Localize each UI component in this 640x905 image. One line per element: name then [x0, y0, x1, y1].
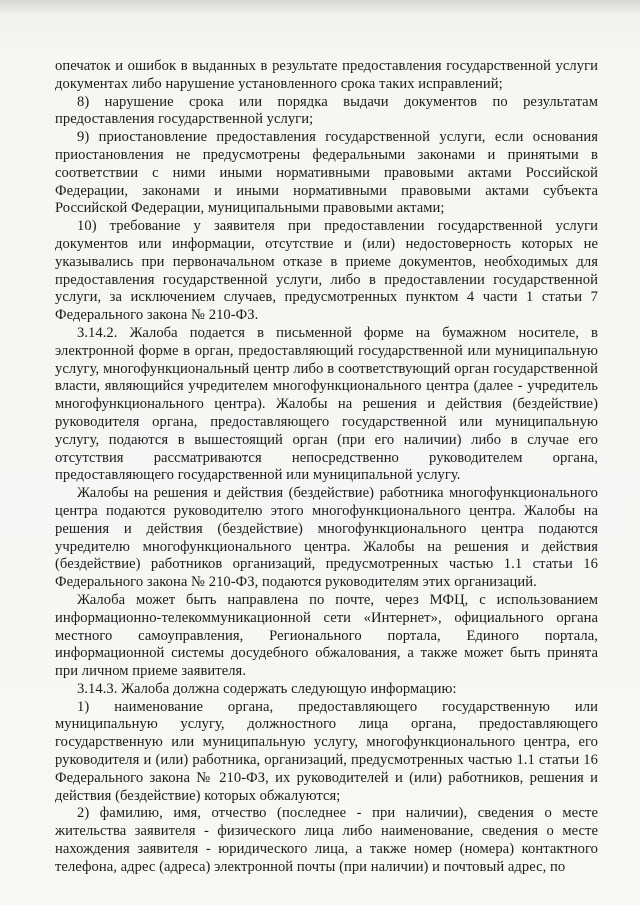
paragraph-item-9: 9) приостановление предоставления государственной услуги, если основания приостановления не предусмотрены федеральными законами и принятыми в соответствии с ними иными нормативными правовыми актами Российской Федерации, законами и иными нормативными правовыми актами субъекта Российской Федерации, муниципальными правовыми актами; [55, 129, 598, 217]
paragraph-errors: опечаток и ошибок в выданных в результате предоставления государственной услуги документах либо нарушение установленного срока таких исправлений; [55, 58, 598, 92]
paragraph-3-14-3: 3.14.3. Жалоба должна содержать следующую информацию: [77, 680, 457, 697]
paragraph-item-10: 10) требование у заявителя при предоставлении государственной услуги документов или информации, отсутствие и (или) недостоверность которых не указывались при первоначальном отказе в приеме документов, необходимых для предоставления государственной услуги, либо в предоставлении государственной услуги, за исключением случаев, предусмотренных пунктом 4 части 1 статьи 7 Федерального закона № 210-ФЗ. [55, 218, 598, 324]
paragraph-3-14-2: 3.14.2. Жалоба подается в письменной форме на бумажном носителе, в электронной форме в орган, предоставляющий государственной или муниципальную услугу, многофункциональный центр либо в соответствующий орган государственной власти, являющийся учредителем многофункционального центра (далее - учредитель многофункционального центра). Жалобы на решения и действия (бездействие) руководителя органа, предоставляющего государственной или муниципальную услугу, подаются в вышестоящий орган (при его наличии) либо в случае его отсутствия рассматриваются непосредственно руководителем органа, предоставляющего государственной или муниципальной услугу. [55, 324, 598, 484]
paragraph-item-8: 8) нарушение срока или порядка выдачи документов по результатам предоставления государственной услуги; [55, 93, 598, 128]
paragraph-submission-channels: Жалоба может быть направлена по почте, через МФЦ, с использованием информационно-телекоммуникационной сети «Интернет», официального органа местного самоуправления, Регионального портала, Единого портала, информационной системы досудебного обжалования, а также может быть принята при личном приеме заявителя. [55, 591, 598, 680]
paragraph-content-item-1: 1) наименование органа, предоставляющего государственную или муниципальную услугу, должностного лица органа, предоставляющего государственную или муниципальную услугу, многофункционального центра, его руководителя и (или) работника, организаций, предусмотренных частью 1.1 статьи 16 Федерального закона № 210-ФЗ, их руководителей и (или) работников, решения и действия (бездействие) которых обжалуются; [55, 698, 598, 804]
paragraph-content-item-2: 2) фамилию, имя, отчество (последнее - при наличии), сведения о месте жительства заявителя - физического лица либо наименование, сведения о месте нахождения заявителя - юридического лица, а также номер (номера) контактного телефона, адрес (адреса) электронной почты (при наличии) и почтовый адрес, по [55, 805, 598, 875]
scan-shadow [0, 0, 640, 14]
paragraph-mfc-complaints: Жалобы на решения и действия (бездействие) работника многофункционального центра подаются руководителю этого многофункционального центра. Жалобы на решения и действия (бездействие) многофункционального центра подаются учредителю многофункционального центра. Жалобы на решения и действия (бездействие) работников организаций, предусмотренных частью 1.1 статьи 16 Федерального закона № 210-ФЗ, подаются руководителям этих организаций. [55, 485, 598, 591]
